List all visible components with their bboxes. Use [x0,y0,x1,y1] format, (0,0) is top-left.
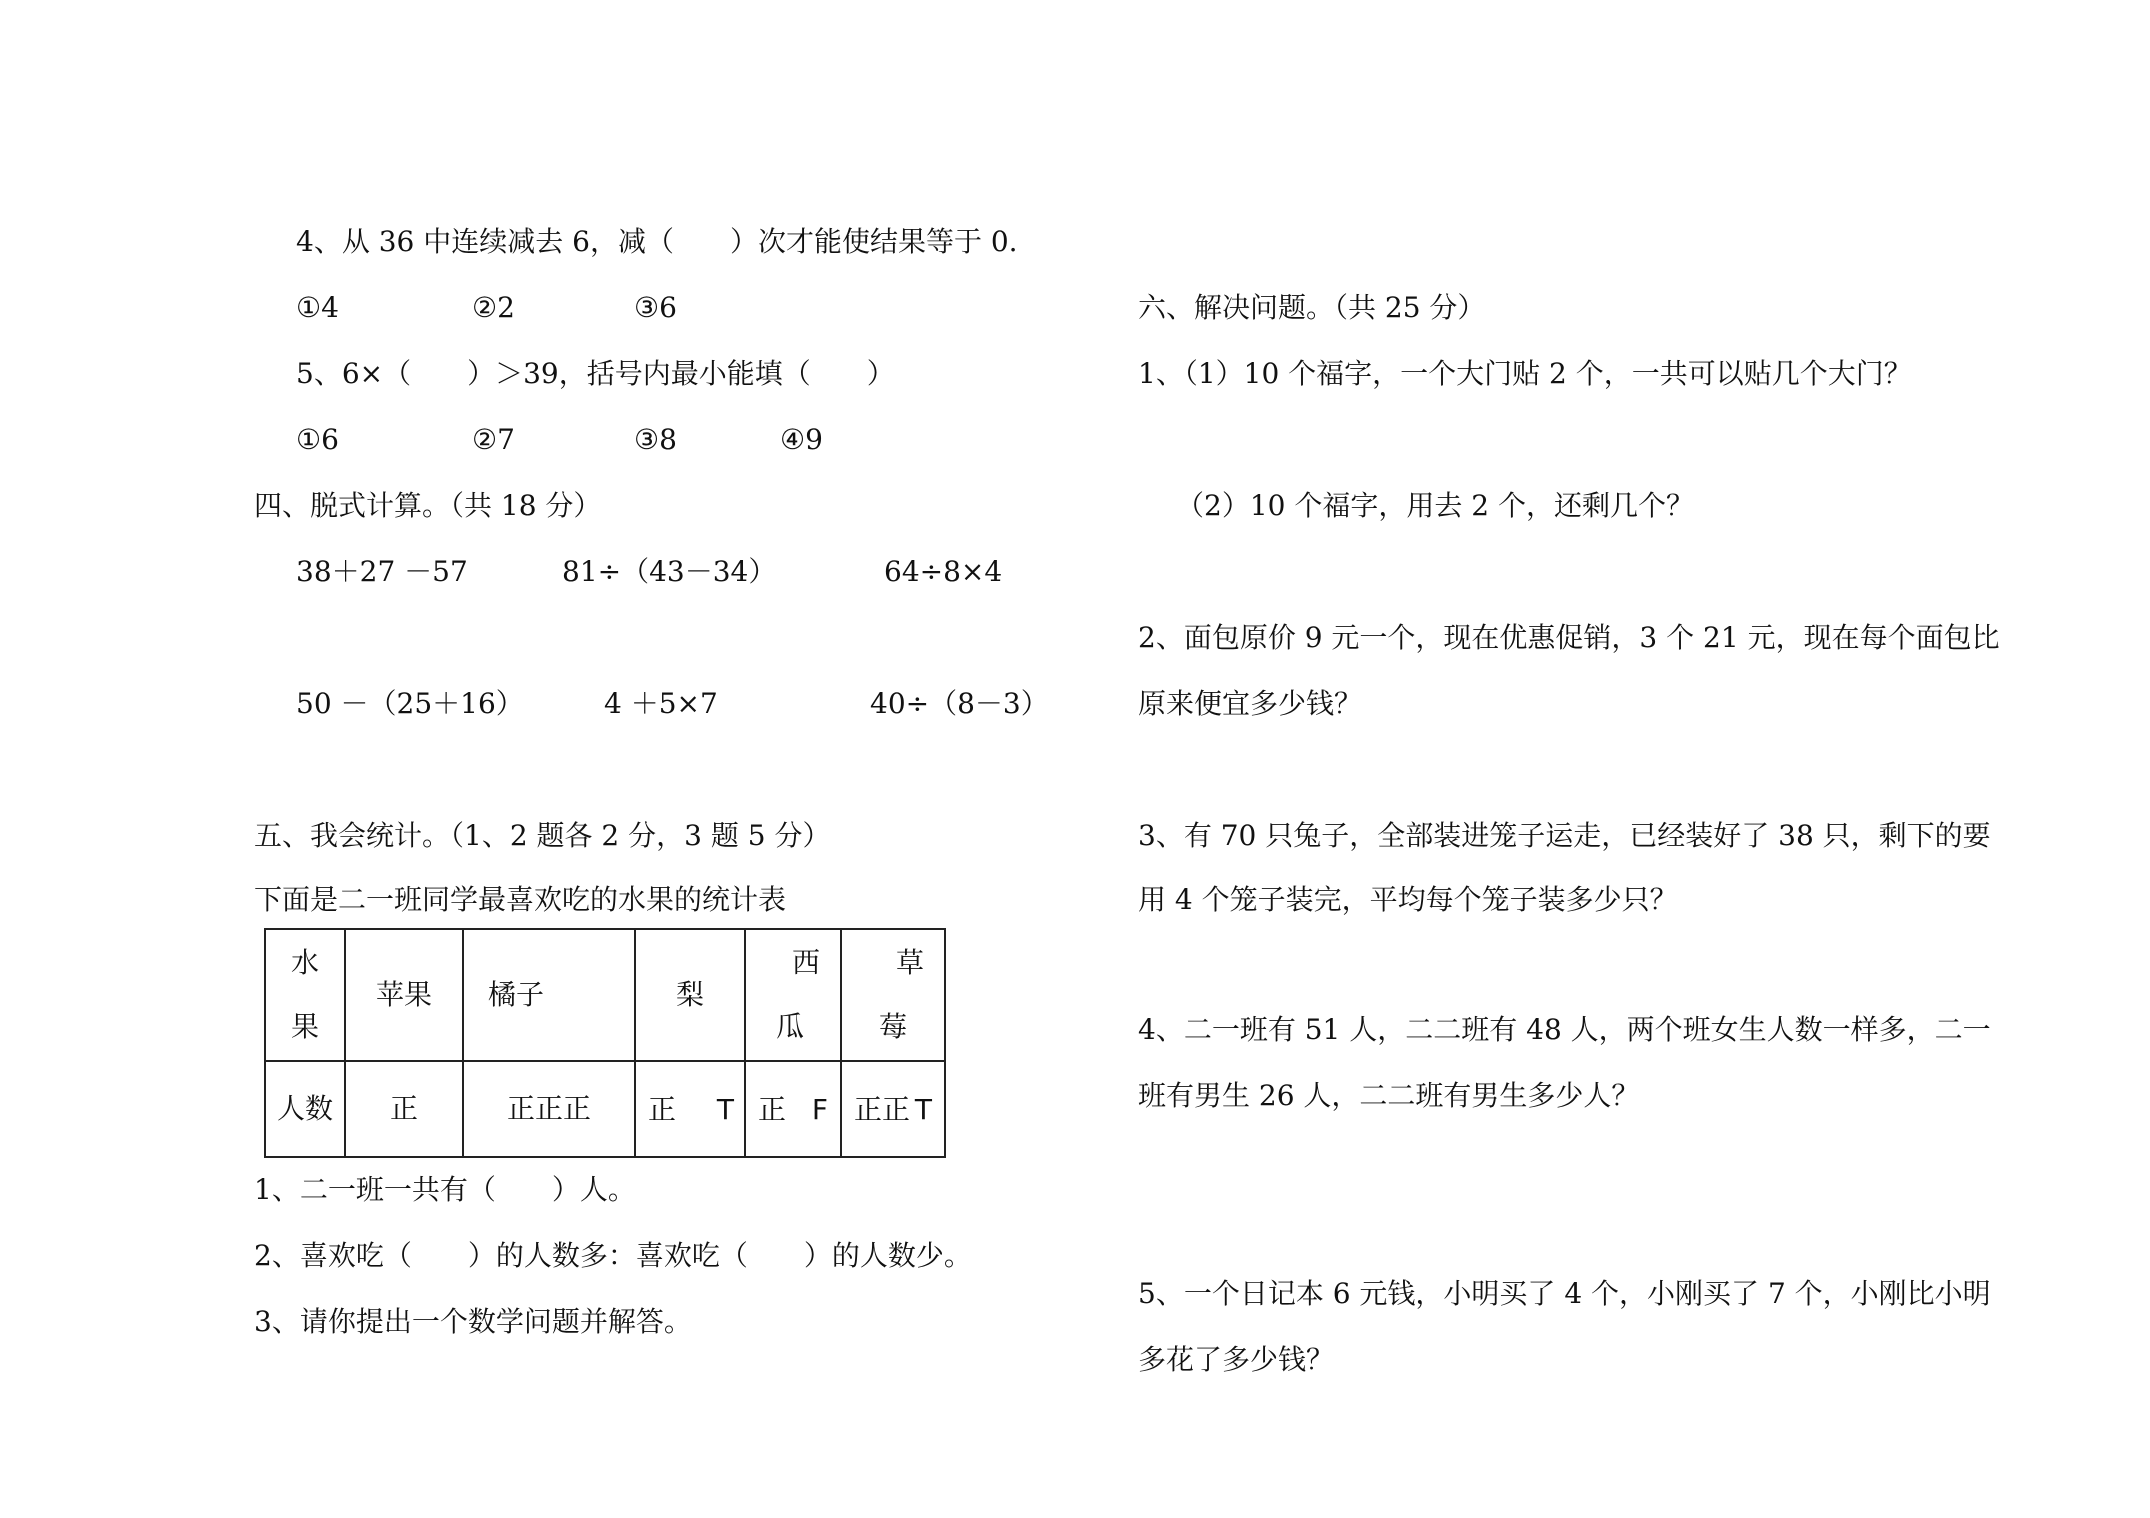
header-cell-strawberry [841,929,945,1061]
q5-option-2: ②7 [472,423,515,456]
header-cell-watermelon [745,929,841,1061]
tally-cell-pear [635,1061,745,1157]
q5-option-4: ④9 [780,423,823,456]
tally-strawberry-2: T [914,1093,932,1126]
question-4: 4、从 36 中连续减去 6，减（ ）次才能使结果等于 0. [296,225,1018,258]
tally-watermelon-1: 正 [758,1093,787,1126]
question-5: 5、6×（ ）＞39，括号内最小能填（ ） [296,357,895,390]
q4-option-3: ③6 [634,291,677,324]
header-orange: 橘子 [463,929,635,1061]
section-5-title: 五、我会统计。（1、2 题各 2 分，3 题 5 分） [254,819,831,852]
row-label-count: 人数 [265,1061,345,1157]
section-6-title: 六、解决问题。（共 25 分） [1138,291,1486,324]
header-pear: 梨 [635,929,745,1061]
header-cell-fruit [265,929,345,1061]
header-watermelon-1: 西 [791,946,820,979]
header-apple: 苹果 [345,929,463,1061]
problem-4-line-2: 班有男生 26 人，二二班有男生多少人？ [1138,1079,1640,1112]
table-caption: 下面是二一班同学最喜欢吃的水果的统计表 [254,883,787,916]
s5-question-3: 3、请你提出一个数学问题并解答。 [254,1305,692,1338]
tally-cell-strawberry [841,1061,945,1157]
problem-2-line-1: 2、面包原价 9 元一个，现在优惠促销，3 个 21 元，现在每个面包比 [1138,621,2000,654]
problem-5-line-2: 多花了多少钱？ [1138,1343,1335,1376]
calc-3: 64÷8×4 [884,555,1003,588]
problem-5-line-1: 5、一个日记本 6 元钱，小明买了 4 个，小刚买了 7 个，小刚比小明 [1138,1277,1991,1310]
s5-question-2: 2、喜欢吃（ ）的人数多：喜欢吃（ ）的人数少。 [254,1239,972,1272]
problem-2-line-2: 原来便宜多少钱？ [1138,687,1363,720]
q4-option-2: ②2 [472,291,515,324]
tally-cell-watermelon [745,1061,841,1157]
calc-6: 40÷（8－3） [870,687,1049,720]
tally-watermelon-2: F [811,1093,828,1126]
tally-strawberry-1: 正正 [854,1093,911,1126]
header-strawberry-2: 莓 [878,1010,907,1043]
problem-3-line-2: 用 4 个笼子装完，平均每个笼子装多少只？ [1138,883,1678,916]
table-count-row [265,1061,945,1157]
q5-option-3: ③8 [634,423,677,456]
s5-question-1: 1、二一班一共有（ ）人。 [254,1173,636,1206]
tally-orange: 正正正 [463,1061,635,1157]
section-4-title: 四、脱式计算。（共 18 分） [254,489,602,522]
problem-4-line-1: 4、二一班有 51 人，二二班有 48 人，两个班女生人数一样多，二一 [1138,1013,1991,1046]
calc-1: 38＋27 －57 [296,555,468,588]
q4-option-1: ①4 [296,291,339,324]
header-fruit-1: 水 [290,946,319,979]
header-watermelon-2: 瓜 [776,1010,805,1043]
fruit-stat-table [264,928,946,1158]
tally-pear-1: 正 [648,1093,677,1126]
q5-option-1: ①6 [296,423,339,456]
table-header-row [265,929,945,1061]
header-fruit-2: 果 [290,1010,319,1043]
header-strawberry-1: 草 [895,946,924,979]
problem-3-line-1: 3、有 70 只兔子，全部装进笼子运走，已经装好了 38 只，剩下的要 [1138,819,1991,852]
calc-4: 50 －（25＋16） [296,687,524,720]
calc-5: 4 ＋5×7 [604,687,718,720]
problem-1b: （2）10 个福字，用去 2 个，还剩几个？ [1176,489,1694,522]
problem-1a: 1、（1）10 个福字，一个大门贴 2 个，一共可以贴几个大门？ [1138,357,1912,390]
calc-2: 81÷（43－34） [562,555,777,588]
tally-apple: 正 [345,1061,463,1157]
tally-pear-2: T [716,1093,734,1126]
